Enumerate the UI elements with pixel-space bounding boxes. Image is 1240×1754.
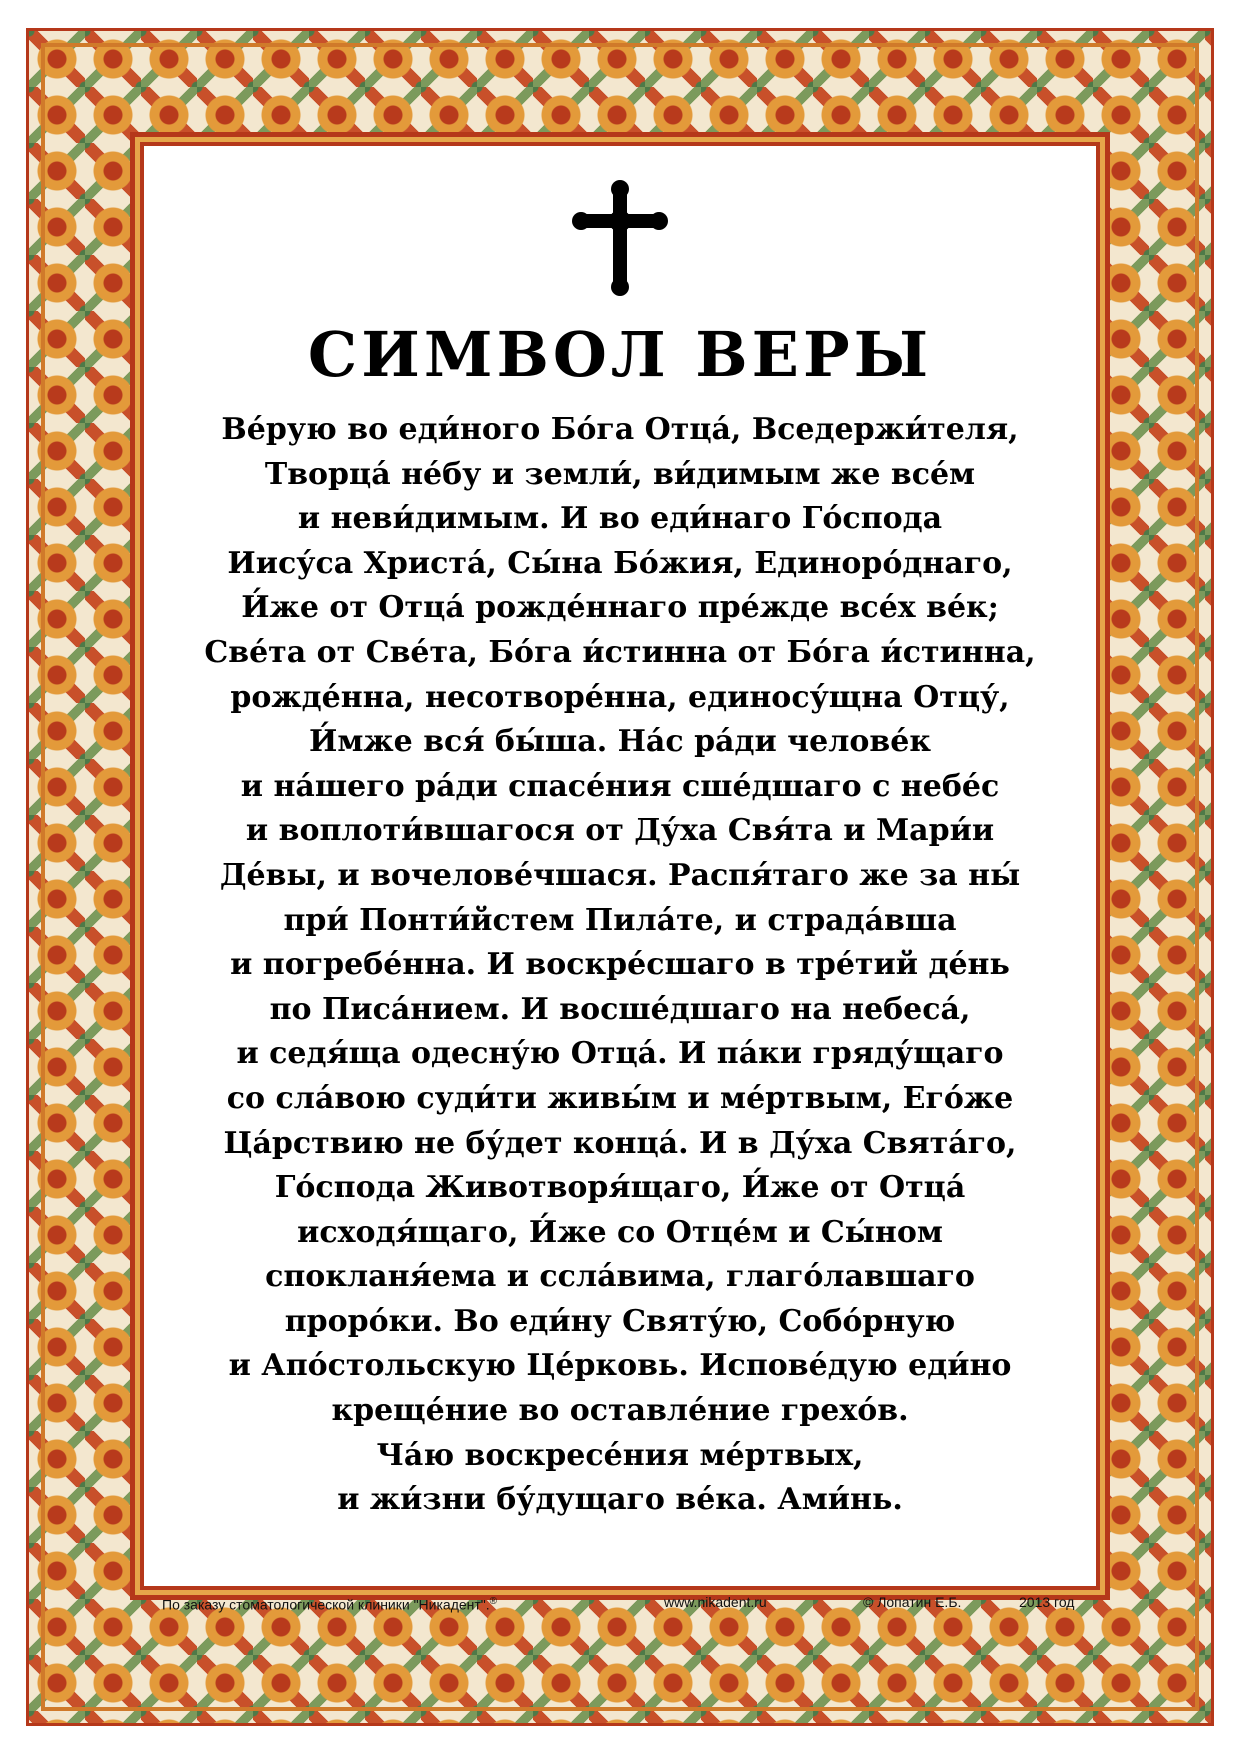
prayer-line: Творца́ не́бу и земли́, ви́димым же все́м [264,456,976,492]
footer-copyright: © Лопатин Е.Б. [863,1594,962,1610]
prayer-line: рожде́нна, несотворе́нна, единосу́щна Отцу́, [230,679,1010,715]
prayer-line: И́мже вся́ бы́ша. На́с ра́ди челове́к [308,724,931,760]
prayer-line: Иису́са Христа́, Сы́на Бо́жия, Единоро́днаго, [227,545,1013,581]
prayer-line: и жи́зни бу́дущаго ве́ка. Ами́нь. [337,1482,903,1518]
prayer-line: и седя́ща одесну́ю Отца́. И па́ки гряду́щаго [236,1036,1004,1072]
prayer-line: Ца́рствию не бу́дет конца́. И в Ду́ха Свята́го, [223,1125,1017,1161]
prayer-line: по Писа́нием. И восше́дшаго на небеса́, [269,991,971,1027]
prayer-line: и на́шего ра́ди спасе́ния сше́дшаго с небе́с [240,768,1000,804]
prayer-line: Све́та от Све́та, Бо́га и́стинна от Бо́га и́стинна, [204,634,1036,670]
prayer-line: проро́ки. Во еди́ну Святу́ю, Собо́рную [284,1303,956,1339]
prayer-line: Го́спода Животворя́щаго, И́же от Отца́ [274,1170,966,1206]
footer-year: 2013 год [1019,1594,1075,1610]
prayer-line: спокланя́ема и ссла́вима, глаго́лавшаго [265,1259,975,1295]
footer-website: www.nikadent.ru [664,1594,767,1610]
prayer-line: и воплоти́вшагося от Ду́ха Свя́та и Мари́и [245,813,995,849]
prayer-line: исходя́щаго, И́же со Отце́м и Сы́ном [297,1214,943,1250]
registered-mark: ® [489,1596,498,1607]
prayer-line: креще́ние во оставле́ние грехо́в. [331,1393,909,1429]
prayer-line: при́ Понти́йстем Пила́те, и страда́вша [283,902,957,938]
prayer-line: и Апо́стольскую Це́рковь. Испове́дую еди́но [228,1348,1012,1384]
footer-order-note [162,1592,497,1612]
prayer-line: Ве́рую во еди́ного Бо́га Отца́, Вседержи́теля, [221,412,1019,447]
orthodox-cross-icon [572,180,668,296]
prayer-line: И́же от Отца́ рожде́ннаго пре́жде все́х ве́к; [241,590,999,626]
prayer-line: Ча́ю воскресе́ния ме́ртвых, [376,1437,864,1473]
prayer-line: Де́вы, и вочелове́чшася. Распя́таго же за ны́ [219,857,1021,893]
prayer-line: со сла́вою суди́ти живы́м и ме́ртвым, Его́же [226,1080,1014,1116]
prayer-text [160,408,1080,1523]
page-title: СИМВОЛ ВЕРЫ [307,318,933,391]
prayer-line: и неви́димым. И во еди́наго Го́спода [297,501,943,537]
prayer-line: и погребе́нна. И воскре́сшаго в тре́тий де́нь [230,947,1010,983]
footer-order-text: По заказу стоматологической клиники "Никадент". [162,1596,490,1613]
